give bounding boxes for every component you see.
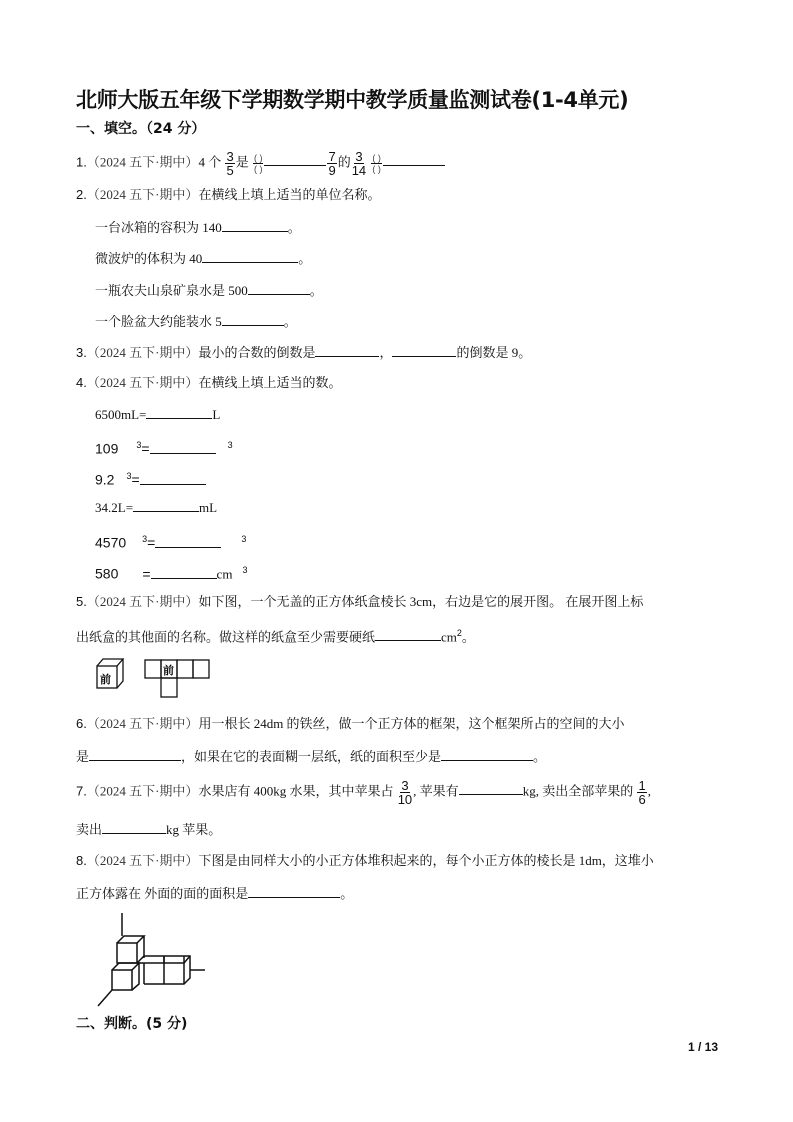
answer-blank[interactable] [222,312,284,326]
q4-row: 580 = cm $^3$ [95,565,248,582]
answer-blank[interactable] [248,281,310,295]
question-8: 8.（2024 五下·期中）下图是由同样大小的小正方体堆积起来的，每个小正方体的棱长是 1dm，这堆小 [76,853,654,868]
answer-blank[interactable] [133,498,199,512]
question-8-cont: 正方体露在 外面的面的面积是 。 [76,886,354,901]
question-7: 7.（2024 五下·期中）水果店有 400kg 水果，其中苹果占 $\frac{3}{10}$ , 苹果有 kg, 卖出全部苹果的 $\frac{1}{6}$ , [76,778,651,807]
answer-blank[interactable] [459,781,523,795]
answer-blank[interactable] [151,565,217,579]
answer-blank[interactable] [150,440,216,454]
q4-row: 109 $^3$= $^3$ [95,440,233,457]
question-1: 1.（2024 五下·期中）4 个 $\frac{3}{5}$ 是 $\frac{( )}{( )}$ $\frac{7}{9}$ 的 $\frac{3}{14}$ $\frac{( )}{( )}$ [76,150,445,177]
answer-blank[interactable] [441,747,533,761]
answer-blank[interactable] [155,534,221,548]
answer-blank[interactable] [102,820,166,834]
q4-row: 34.2L= mL [95,500,218,515]
question-4: 4.（2024 五下·期中）在横线上填上适当的数。 [76,375,342,390]
question-5: 5.（2024 五下·期中）如下图，一个无盖的正方体纸盒棱长 3cm，右边是它的展开图。 在展开图上标 [76,594,644,609]
answer-blank[interactable] [383,152,445,166]
answer-blank[interactable] [264,152,326,166]
question-3: 3.（2024 五下·期中）最小的合数的倒数是 ， 的倒数是 9。 [76,345,532,360]
answer-blank[interactable] [375,627,441,641]
section-1-heading: 一、填空。（24 分） [76,121,206,137]
q2-item: 微波炉的体积为 40 。 [95,251,312,266]
answer-blank[interactable] [140,471,206,485]
answer-blank[interactable] [248,884,340,898]
q4-row: 9.2 $^3$= [95,467,206,489]
page-number: 1 / 13 [687,1040,718,1054]
q2-item: 一个脸盆大约能装水 5 。 [95,314,297,329]
answer-blank[interactable] [222,218,288,232]
question-2: 2.（2024 五下·期中）在横线上填上适当的单位名称。 [76,187,381,202]
answer-blank[interactable] [89,747,181,761]
cube-and-net-figure [90,655,230,703]
question-6: 6.（2024 五下·期中）用一根长 24dm 的铁丝，做一个正方体的框架，这个框架所占的空间的大小 [76,716,625,731]
svg-text:前: 前 [163,665,174,677]
section-2-heading: 二、判断。(5 分) [76,1016,188,1032]
page-title: 北师大版五年级下学期数学期中教学质量监测试卷(1-4单元) [76,88,629,112]
svg-text:前: 前 [100,674,111,686]
answer-blank[interactable] [392,343,456,357]
answer-blank[interactable] [202,249,298,263]
q4-row: 4570 $^3$= $^3$ [95,534,247,551]
answer-blank[interactable] [146,405,212,419]
q4-row: 6500mL= L [95,407,221,422]
question-5-cont: 出纸盒的其他面的名称。做这样的纸盒至少需要硬纸 $cm^2$。 [76,628,475,645]
cube-stack-figure [90,908,220,1008]
q2-item: 一瓶农夫山泉矿泉水是 500 。 [95,283,323,298]
q2-item: 一台冰箱的容积为 140 。 [95,220,301,235]
answer-blank[interactable] [315,343,379,357]
question-7-cont: 卖出 kg 苹果。 [76,822,222,837]
question-6-cont: 是 ，如果在它的表面糊一层纸，纸的面积至少是 。 [76,749,547,764]
